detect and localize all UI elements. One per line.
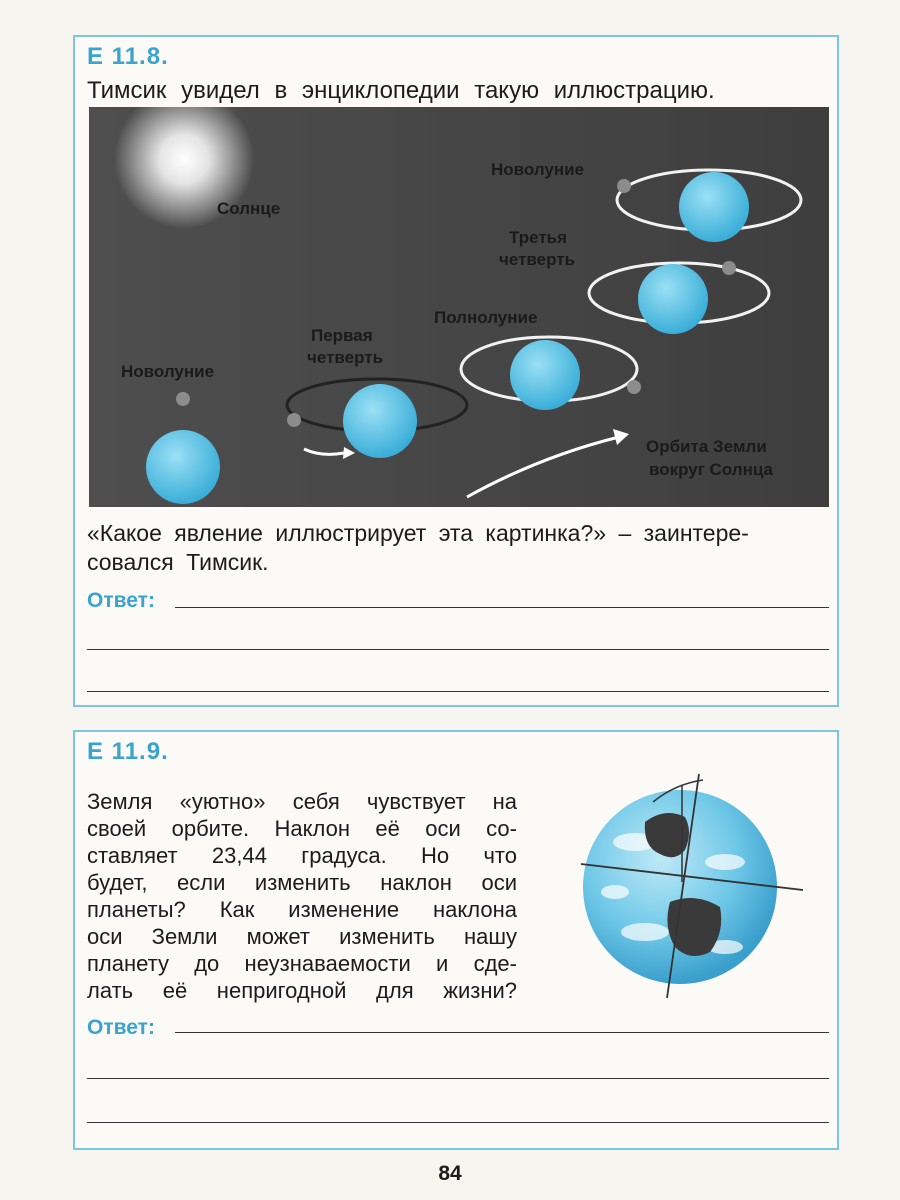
question-line-2: совался Тимсик. xyxy=(87,549,269,575)
label-first-quarter-1: Первая xyxy=(311,326,373,345)
body-line-4: будет, если изменить наклон оси xyxy=(87,870,517,895)
task-box-11-9 xyxy=(73,730,839,1150)
label-sun: Солнце xyxy=(217,199,281,218)
answer-label: Ответ: xyxy=(87,589,155,612)
label-orbit-2: вокруг Солнца xyxy=(649,460,773,479)
label-full-moon: Полнолуние xyxy=(434,308,538,327)
body-line-5: планеты? Как изменение наклона xyxy=(87,897,517,922)
label-third-quarter-2: четверть xyxy=(499,250,576,269)
task-number: Е 11.9. xyxy=(87,738,169,765)
answer-line-2[interactable] xyxy=(87,1078,829,1079)
moon-first-quarter xyxy=(287,413,301,427)
earth-new-moon-right xyxy=(679,172,749,242)
task-box-11-8 xyxy=(73,35,839,707)
earth-full-moon xyxy=(510,340,580,410)
moon-new-moon-right xyxy=(617,179,631,193)
label-new-moon-left: Новолуние xyxy=(121,362,215,381)
earth-first-quarter xyxy=(343,384,417,458)
continent-south xyxy=(667,898,721,956)
body-line-8: лать её непригодной для жизни? xyxy=(87,978,517,1003)
answer-line-1[interactable] xyxy=(175,1032,829,1033)
body-line-3: ставляет 23,44 градуса. Но что xyxy=(87,843,517,868)
task-body xyxy=(87,788,517,1004)
answer-label: Ответ: xyxy=(87,1016,155,1039)
label-third-quarter-1: Третья xyxy=(509,228,568,247)
answer-line-2[interactable] xyxy=(87,649,829,650)
tilted-earth-illustration xyxy=(575,762,805,1002)
body-line-2: своей орбите. Наклон её оси со- xyxy=(87,816,517,841)
body-line-6: оси Земли может изменить нашу xyxy=(87,924,517,949)
answer-line-1[interactable] xyxy=(175,607,829,608)
question-line-1: «Какое явление иллюстрирует эта картинка?» – заинтере- xyxy=(87,520,749,546)
moon-third-quarter xyxy=(722,261,736,275)
task-intro: Тимсик увидел в энциклопедии такую иллюстрацию. xyxy=(87,77,715,104)
answer-line-3[interactable] xyxy=(87,691,829,692)
page-number: 84 xyxy=(438,1162,462,1185)
moon-new-moon-left xyxy=(176,392,190,406)
task-number: Е 11.8. xyxy=(87,43,169,70)
moon-phases-illustration xyxy=(89,107,829,507)
task-question xyxy=(87,519,817,577)
body-line-7: планету до неузнаваемости и сде- xyxy=(87,951,517,976)
label-new-moon-right: Новолуние xyxy=(491,160,585,179)
moon-full-moon xyxy=(627,380,641,394)
earth-third-quarter xyxy=(638,264,708,334)
answer-line-3[interactable] xyxy=(87,1122,829,1123)
label-first-quarter-2: четверть xyxy=(307,348,384,367)
body-line-1: Земля «уютно» себя чувствует на xyxy=(87,789,517,814)
earth-left xyxy=(146,430,220,504)
label-orbit-1: Орбита Земли xyxy=(646,437,767,456)
